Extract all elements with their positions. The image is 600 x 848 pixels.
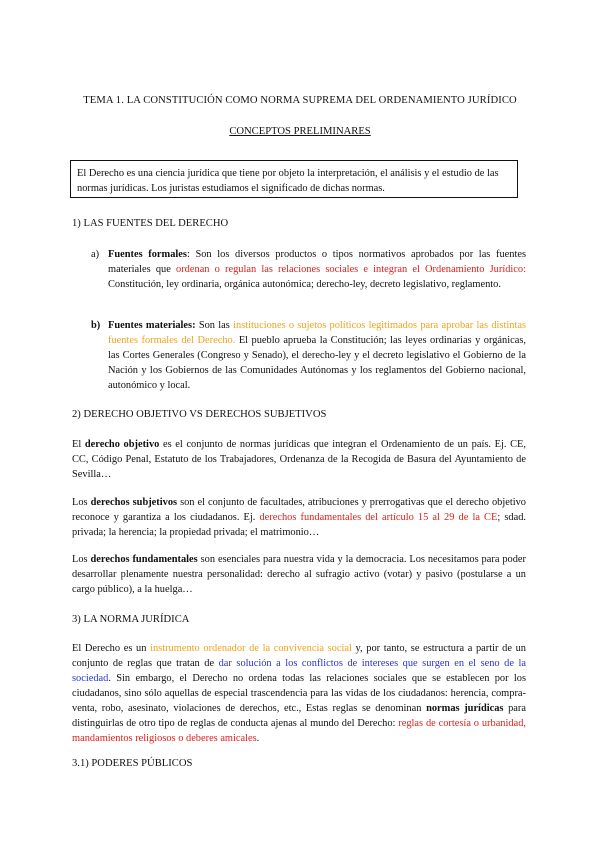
item-a-term: Fuentes formales (108, 249, 187, 260)
s2p3-term: derechos fundamentales (90, 554, 198, 565)
document-subtitle: CONCEPTOS PRELIMINARES (229, 126, 371, 137)
s3p1-highlight-blue: dar solución a los conflictos de intereses que surgen en el seno de la sociedad (72, 658, 526, 684)
item-b-marker: b) (91, 320, 101, 331)
intro-text: El Derecho es una ciencia jurídica que tiene por objeto la interpretación, el análisis y el estudio de las normas jurídicas. Los juristas estudiamos el significado de dichas normas. (77, 168, 499, 194)
s3p1-text2: y, por tanto, se estructura a partir de un conjunto de reglas que tratan de (72, 643, 526, 669)
s2p1-text2: es el conjunto de normas jurídicas que integran el Ordenamiento de un país. Ej. CE, CC, Código Penal, Estatuto de los Trabajadores, Ordenanza de la Recogida de Basura del Ayuntamiento de Sevilla… (72, 439, 526, 480)
s2p2-text1: Los (72, 497, 91, 508)
section3-paragraph1 (72, 641, 526, 746)
s3p1-text1: El Derecho es un (72, 643, 151, 654)
s3p1-term: normas jurídicas (426, 703, 504, 714)
s3p1-highlight-red: reglas de cortesía o urbanidad, mandamientos religiosos o deberes amicales (72, 718, 526, 744)
s2p1-text1: El (72, 439, 85, 450)
s2p1-term: derecho objetivo (84, 439, 160, 450)
item-b-text1: Son las (195, 320, 234, 331)
section2-paragraph3 (72, 552, 526, 597)
s2p3-text2: son esenciales para nuestra vida y la democracia. Los necesitamos para poder desarrollar plenamente nuestra personalidad: derecho al sufragio activo (votar) y pasivo (postularse a un cargo público), a la huelga… (72, 554, 526, 595)
document-title: TEMA 1. LA CONSTITUCIÓN COMO NORMA SUPREMA DEL ORDENAMIENTO JURÍDICO (83, 95, 517, 106)
item-a-text1: : Son los diversos productos o tipos normativos aprobados por las fuentes materiales que (108, 249, 526, 275)
s2p2-highlight: derechos fundamentales del artículo 15 al 29 de la CE (259, 512, 498, 523)
s2p2-term: derechos subjetivos (90, 497, 178, 508)
s2p2-text3: ; sdad. privada; la herencia; la propiedad privada; el matrimonio… (72, 512, 526, 538)
item-b-term: Fuentes materiales: (108, 320, 196, 331)
section1-heading: 1) LAS FUENTES DEL DERECHO (72, 218, 229, 229)
section3-heading: 3) LA NORMA JURÍDICA (72, 614, 190, 625)
item-a-paragraph (108, 247, 526, 292)
section2-paragraph2 (72, 495, 526, 540)
item-b-text2: El pueblo aprueba la Constitución; las leyes ordinarias y orgánicas, las Cortes Generales (Congreso y Senado), el derecho-ley y el decreto legislativo el Gobierno de la Nación y los Gobiernos de las Comunidades Autónomas y los reglamentos del Gobierno nacional, autonómico y local. (108, 335, 526, 391)
s2p2-text2: son el conjunto de facultades, atribuciones y prerrogativas que el derecho objetivo reconoce y garantiza a los ciudadanos. Ej. (72, 497, 526, 523)
item-b-highlight: instituciones o sujetos políticos legitimados para aprobar las distintas fuentes formales del Derecho. (108, 320, 526, 346)
item-a-marker: a) (91, 249, 100, 260)
s2p3-text1: Los (72, 554, 91, 565)
intro-box (70, 160, 518, 198)
item-a-text2: Constitución, ley ordinaria, orgánica autonómica; derecho-ley, decreto legislativo, reglamento. (108, 279, 501, 290)
item-b-paragraph (108, 318, 526, 393)
s3p1-text4: para distinguirlas de otro tipo de reglas de conducta ajenas al mundo del Derecho: (72, 703, 526, 729)
item-a-highlight: ordenan o regulan las relaciones sociales e integran el Ordenamiento Jurídico: (176, 264, 526, 275)
s3p1-highlight-orange: instrumento ordenador de la convivencia social (150, 643, 352, 654)
section31-heading: 3.1) PODERES PÚBLICOS (72, 758, 193, 769)
s3p1-text5: . (256, 733, 260, 744)
s3p1-text3: . Sin embargo, el Derecho no ordena todas las relaciones sociales que se establecen por los ciudadanos, sino sólo aquellas de especial trascendencia para las vidas de los ciudadanos: herencia, compra-venta, robo, asesinato, violaciones de derechos, etc., Estas reglas se denominan (72, 673, 526, 714)
section2-heading: 2) DERECHO OBJETIVO VS DERECHOS SUBJETIVOS (72, 409, 327, 420)
section2-paragraph1 (72, 437, 526, 482)
